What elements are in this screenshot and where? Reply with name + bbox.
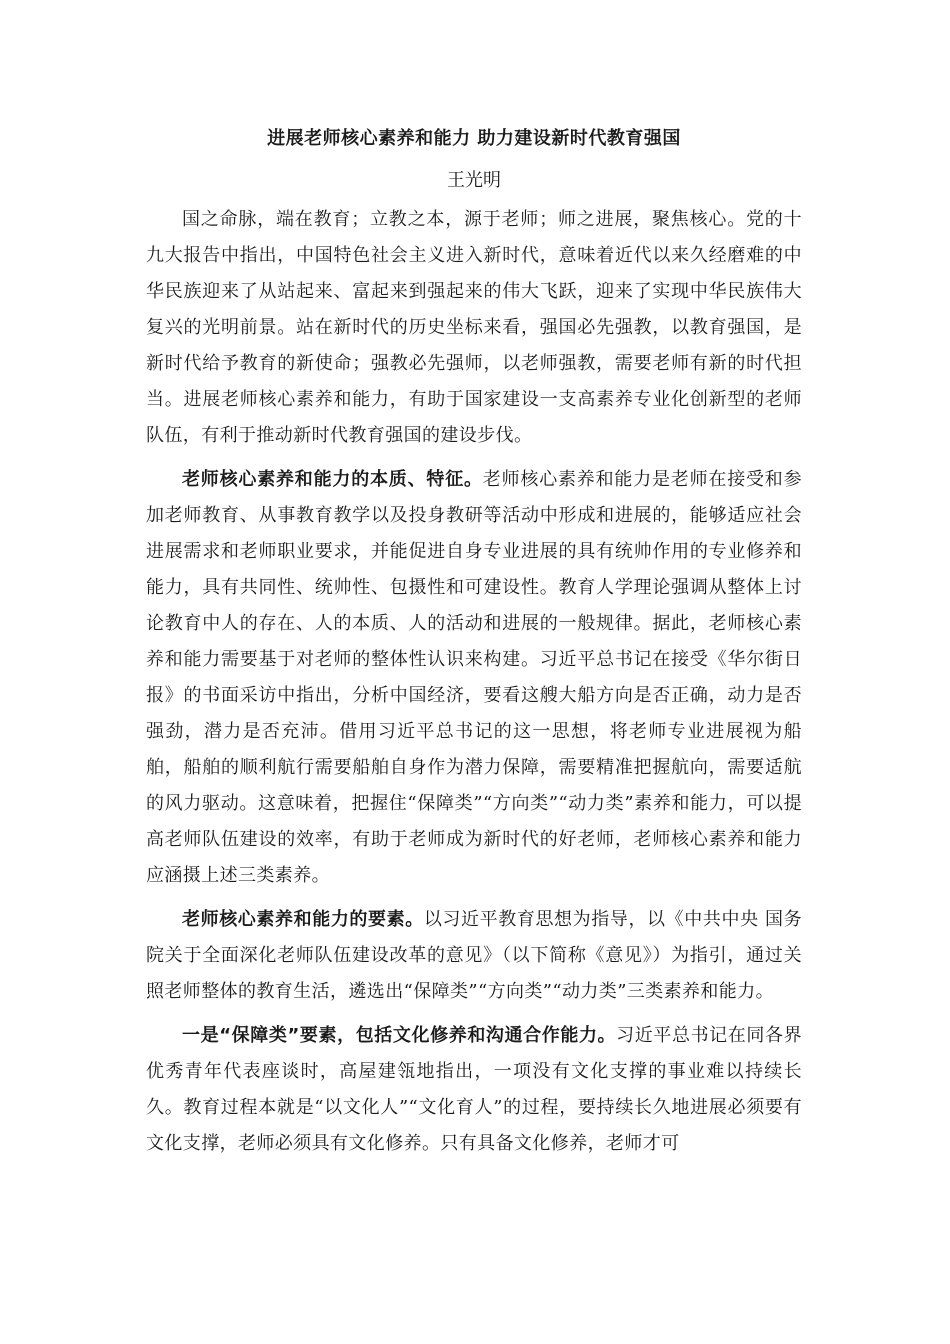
paragraph-lead-heading: 一是“保障类”要素，包括文化修养和沟通合作能力。	[182, 1025, 617, 1046]
paragraph-lead-heading: 老师核心素养和能力的本质、特征。	[182, 469, 483, 490]
document-page	[146, 124, 802, 1170]
paragraph-lead-heading: 老师核心素养和能力的要素。	[182, 909, 424, 930]
paragraph-essence	[146, 462, 802, 894]
paragraph-text: 国之命脉，端在教育；立教之本，源于老师；师之进展，聚焦核心。党的十九大报告中指出，中国特色社会主义进入新时代，意味着近代以来久经磨难的中华民族迎来了从站起来、富起来到强起来的伟大飞跃，迎来了实现中华民族伟大复兴的光明前景。站在新时代的历史坐标来看，强国必先强教，以教育强国，是新时代给予教育的新使命；强教必先强师，以老师强教，需要老师有新的时代担当。进展老师核心素养和能力，有助于国家建设一支高素养专业化创新型的老师队伍，有利于推动新时代教育强国的建设步伐。	[146, 209, 802, 446]
paragraph-text: 老师核心素养和能力是老师在接受和参加老师教育、从事教育教学以及投身教研等活动中形成和进展的，能够适应社会进展需求和老师职业要求，并能促进自身专业进展的具有统帅作用的专业修养和能力，具有共同性、统帅性、包摄性和可建设性。教育人学理论强调从整体上讨论教育中人的存在、人的本质、人的活动和进展的一般规律。据此，老师核心素养和能力需要基于对老师的整体性认识来构建。习近平总书记在接受《华尔街日报》的书面采访中指出，分析中国经济，要看这艘大船方向是否正确，动力是否强劲，潜力是否充沛。借用习近平总书记的这一思想，将老师专业进展视为船舶，船舶的顺利航行需要船舶自身作为潜力保障，需要精准把握航向，需要适航的风力驱动。这意味着，把握住“保障类”“方向类”“动力类”素养和能力，可以提高老师队伍建设的效率，有助于老师成为新时代的好老师，老师核心素养和能力应涵摄上述三类素养。	[146, 469, 802, 886]
paragraph-guarantee	[146, 1018, 802, 1162]
paragraph-text: 习近平总书记在同各界优秀青年代表座谈时，高屋建瓴地指出，一项没有文化支撑的事业难以持续长久。教育过程本就是“以文化人”“文化育人”的过程，要持续长久地进展必须要有文化支撑，老师必须具有文化修养。只有具备文化修养，老师才可	[146, 1025, 802, 1154]
document-title: 进展老师核心素养和能力 助力建设新时代教育强国	[267, 128, 681, 149]
document-author: 王光明	[447, 170, 501, 191]
paragraph-text: 以习近平教育思想为指导，以《中共中央 国务院关于全面深化老师队伍建设改革的意见》（以下简称《意见》）为指引，通过关照老师整体的教育生活，遴选出“保障类”“方向类”“动力类”三类素养和能力。	[146, 909, 802, 1002]
paragraph-elements	[146, 902, 802, 1010]
paragraph-intro	[146, 202, 802, 454]
